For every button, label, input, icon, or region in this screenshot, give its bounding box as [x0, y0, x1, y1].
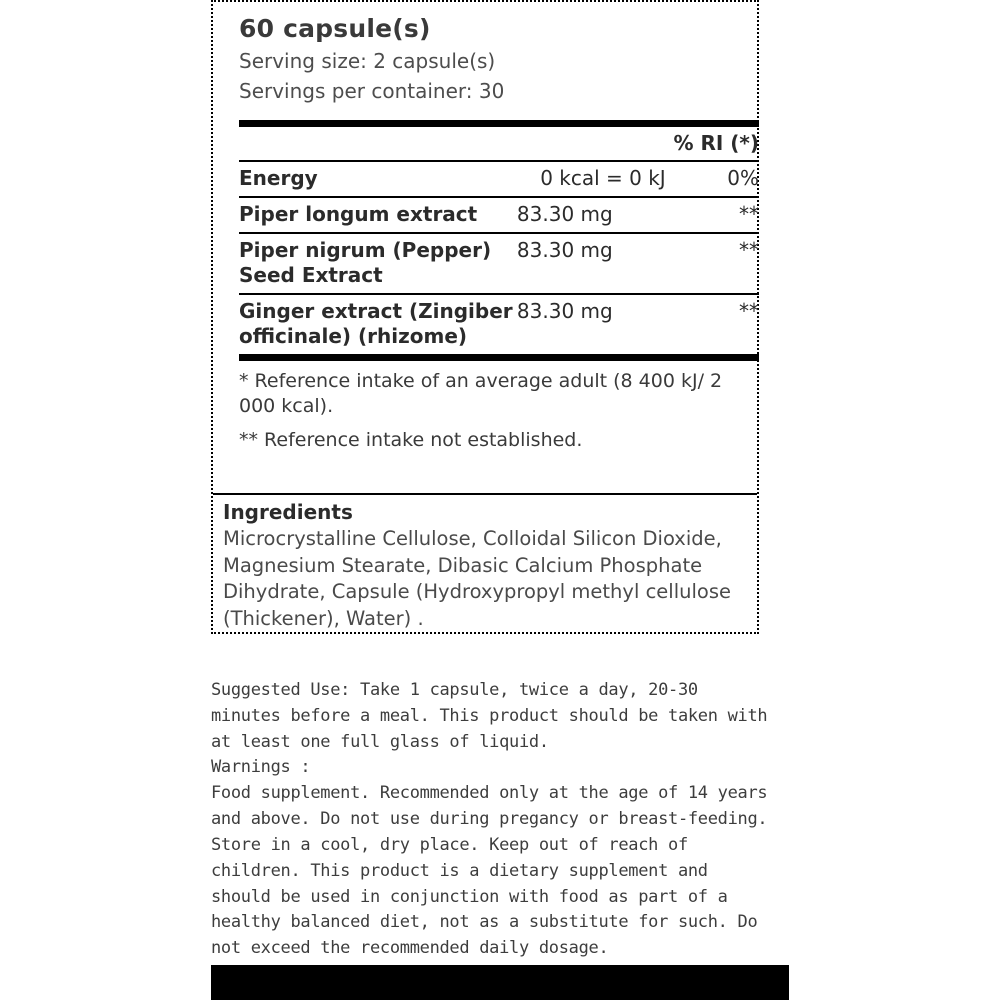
row-amount: 83.30 mg — [517, 294, 670, 358]
table-row — [239, 161, 759, 197]
ingredients-text: Microcrystalline Cellulose, Colloidal Silicon Dioxide, Magnesium Stearate, Dibasic Calcium Phosphate Dihydrate, Capsule (Hydroxypropyl methyl cellulose (Thickener), Water) . — [223, 527, 731, 630]
suggested-use-text: Suggested Use: Take 1 capsule, twice a day, 20-30 minutes before a meal. This product should be taken with at least one full glass of liquid. — [211, 680, 768, 752]
row-name: Piper longum extract — [239, 197, 517, 233]
warnings-label: Warnings : — [211, 757, 311, 778]
ingredients-section — [222, 500, 742, 632]
row-ri: ** — [670, 197, 759, 233]
header-blank — [239, 123, 517, 161]
row-ri: ** — [670, 294, 759, 358]
table-row — [239, 197, 759, 233]
nutrition-table — [239, 120, 759, 361]
row-amount: 83.30 mg — [517, 197, 670, 233]
row-name: Ginger extract (Zingiber officinale) (rhizome) — [239, 294, 517, 358]
supplement-facts-panel — [211, 0, 759, 634]
row-amount: 0 kcal = 0 kJ — [517, 161, 670, 197]
table-row — [239, 294, 759, 358]
serving-size: Serving size: 2 capsule(s) — [239, 49, 496, 73]
row-amount: 83.30 mg — [517, 233, 670, 294]
table-header-row — [239, 123, 759, 161]
servings-per-container: Servings per container: 30 — [239, 79, 505, 104]
footnote-not-established: ** Reference intake not established. — [239, 428, 583, 451]
bottom-black-bar — [211, 965, 789, 1000]
warnings-text: Food supplement. Recommended only at the age of 14 years and above. Do not use during pregancy or breast-feeding. Store in a cool, dry place. Keep out of reach of children. This product is a dietary supplement and should be used in conjunction with food as part of a healthy balanced diet, not as a substitute for such. Do not exceed the recommended daily dosage. — [211, 783, 768, 959]
row-ri: 0% — [670, 161, 759, 197]
row-ri: ** — [670, 233, 759, 294]
supplement-facts-content — [221, 0, 759, 453]
header-ri: % RI (*) — [670, 123, 759, 161]
usage-section — [211, 678, 771, 962]
section-divider — [213, 493, 757, 495]
ingredients-title: Ingredients — [223, 500, 353, 524]
row-name: Energy — [239, 161, 517, 197]
capsule-count: 60 capsule(s) — [239, 14, 431, 43]
footnote-reference-intake: * Reference intake of an average adult (8 400 kJ/ 2 000 kcal). — [239, 369, 723, 418]
table-row — [239, 233, 759, 294]
row-name: Piper nigrum (Pepper) Seed Extract — [239, 233, 517, 294]
header-amount-blank — [517, 123, 670, 161]
